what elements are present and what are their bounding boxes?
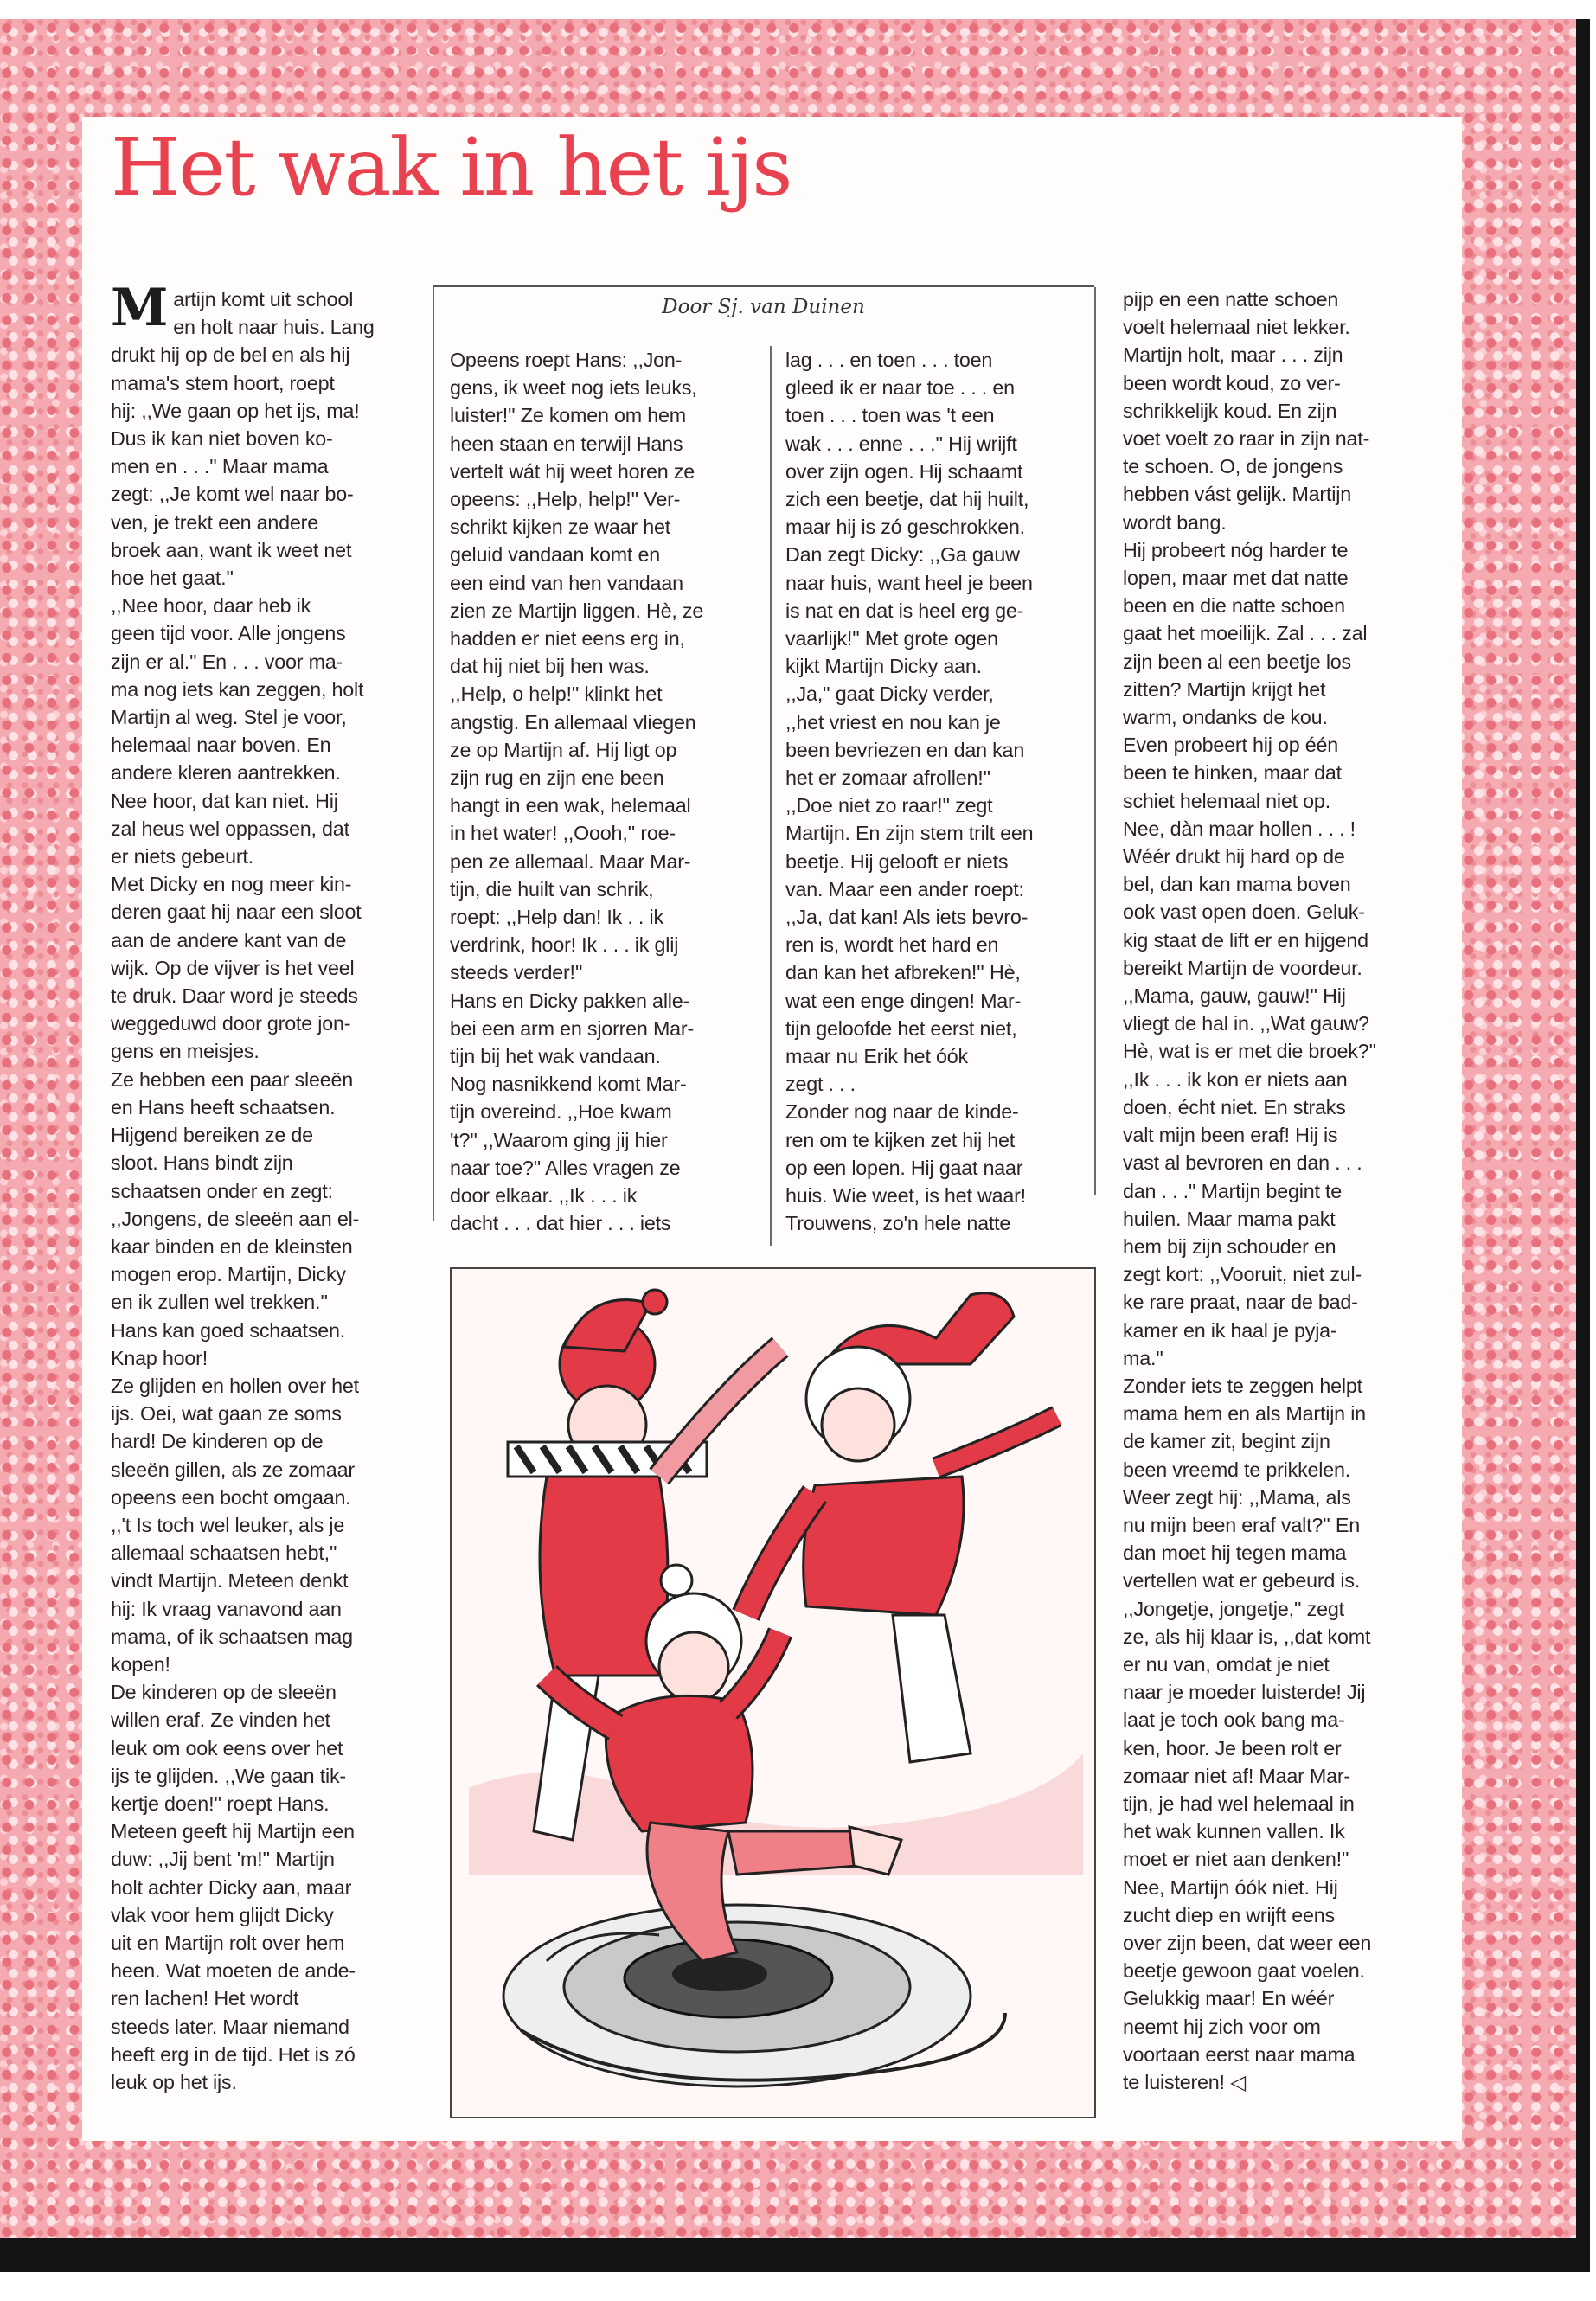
column-3: lag . . . en toen . . . toen gleed ik er naar toe . . . en toen . . . toen was 't een wak . . . enne . . .'' Hij wrijft over zijn ogen. Hij schaamt zich een beetje, dat hij huilt, maar hij is zó geschrokken. Dan zegt Dicky: ,,Ga gauw naar huis, want heel je been is nat en dat is heel erg ge- vaarlijk!'' Met grote ogen kijkt Martijn Dicky aan. ,,Ja,'' gaat Dicky verder, ,,het vriest en nou kan je been bevriezen en dan kan het er zomaar afrollen!'' ,,Doe niet zo raar!'' zegt Martijn. En zijn stem trilt een beetje. Hij gelooft er niets van. Maar een ander roept: ,,Ja, dat kan! Als iets bevro- ren is, wordt het hard en dan kan het afbreken!'' Hè, wat een enge dingen! Mar- tijn geloofde het eerst niet, maar nu Erik het óók zegt . . . Zonder nog naar de kinde- ren om te kijken zet hij het op een lopen. Hij gaat naar huis. Wie weet, is het waar! Trouwens, zo'n hele natte — [785, 349, 1034, 1235]
column-4: pijp en een natte schoen voelt helemaal niet lekker. Martijn holt, maar . . . zijn been wordt koud, zo ver- schrikkelijk koud. En zijn voet voelt zo raar in zijn nat- te schoen. O, de jongens hebben vást gelijk. Martijn wordt bang. Hij probeert nóg harder te lopen, maar met dat natte been en die natte schoen gaat het moeilijk. Zal . . . zal zijn been al een beetje los zitten? Martijn krijgt het warm, ondanks de kou. Even probeert hij op één been te hinken, maar dat schiet helemaal niet op. Nee, dàn maar hollen . . . ! Wéér drukt hij hard op de bel, dan kan mama boven ook vast open doen. Geluk- kig staat de lift er en hijgend bereikt Martijn de voordeur. ,,Mama, gauw, gauw!'' Hij vliegt de hal in. ,,Wat gauw? Hè, wat is er met die broek?'' ,,Ik . . . ik kon er niets aan doen, écht niet. En straks valt mijn been eraf! Hij is vast al bevroren en dan . . . dan . . .'' Martijn begint te huilen. Maar mama pakt hem bij zijn schouder en zegt kort: ,,Vooruit, niet zul- ke rare praat, naar de bad- kamer en ik haal je pyja- ma.'' Zonder iets te zeggen helpt mama hem en als Martijn in de kamer zit, begint zijn been vreemd te prikkelen. Weer zegt hij: ,,Mama, als nu mijn been eraf valt?'' En dan moet hij tegen mama vertellen wat er gebeurd is. ,,Jongetje, jongetje,'' zegt ze, als hij klaar is, ,,dat komt er nu van, omdat je niet naar je moeder luisterde! Jij laat je toch ook bang ma- ken, hoor. Je been rolt er zomaar niet af! Maar Mar- tijn, je had wel helemaal in het wak kunnen vallen. Ik moet er niet aan denken!'' Nee, Martijn óók niet. Hij zucht diep en wrijft eens over zijn been, dat weer een beetje gewoon gaat voelen. Gelukkig maar! En wéér neemt hij zich voor om voortaan eerst naar mama te luisteren! ◁ — [1123, 288, 1376, 2093]
column-rule-left — [433, 287, 434, 1221]
byline-box — [433, 285, 1094, 335]
top-margin — [0, 0, 1583, 19]
article-title: Het wak in het ijs — [111, 121, 792, 214]
drop-cap: M — [111, 278, 169, 338]
scan-edge-bottom — [0, 2238, 1590, 2272]
column-1-text: artijn komt uit school en holt naar huis. Lang drukt hij op de bel en als hij mama's stem hoort, roept hij: ,,We gaan op het ijs, ma! Dus ik kan niet boven ko- men en . . .'' Maar mama zegt: ,,Je komt wel naar bo- ven, je trekt een andere broek aan, want ik weet net hoe het gaat.'' ,,Nee hoor, daar heb ik geen tijd voor. Alle jongens zijn er al.'' En . . . voor ma- ma nog iets kan zeggen, holt Martijn al weg. Stel je voor, helemaal naar boven. En andere kleren aantrekken. Nee hoor, dat kan niet. Hij zal heus wel oppassen, dat er niets gebeurt. Met Dicky en nog meer kin- deren gaat hij naar een sloot aan de andere kant van de wijk. Op de vijver is het veel te druk. Daar word je steeds weggeduwd door grote jon- gens en meisjes. Ze hebben een paar sleeën en Hans heeft schaatsen. Hijgend bereiken ze de sloot. Hans bindt zijn schaatsen onder en zegt: ,,Jongens, de sleeën aan el- kaar binden en de kleinsten mogen erop. Martijn, Dicky en ik zullen wel trekken.'' Hans kan goed schaatsen. Knap hoor! Ze glijden en hollen over het ijs. Oei, wat gaan ze soms hard! De kinderen op de sleeën gillen, als ze zomaar opeens een bocht omgaan. ,,'t Is toch wel leuker, als je allemaal schaatsen hebt,'' vindt Martijn. Meteen denkt hij: Ik vraag vanavond aan mama, of ik schaatsen mag kopen! De kinderen op de sleeën willen eraf. Ze vinden het leuk om ook eens over het ijs te glijden. ,,We gaan tik- kertje doen!'' roept Hans. Meteen geeft hij Martijn een duw: ,,Jij bent 'm!'' Martijn holt achter Dicky aan, maar vlak voor hem glijdt Dicky uit en Martijn rolt over hem heen. Wat moeten de ande- ren lachen! Het wordt steeds later. Maar niemand heeft erg in de tijd. Het is zó leuk op het ijs. — [111, 288, 375, 2093]
byline: Door Sj. van Duinen — [662, 296, 865, 318]
column-2: Opeens roept Hans: ,,Jon- gens, ik weet nog iets leuks, luister!'' Ze komen om hem heen staan en terwijl Hans vertelt wát hij weet horen ze opeens: ,,Help, help!'' Ver- schrikt kijken ze waar het geluid vandaan komt en een eind van hen vandaan zien ze Martijn liggen. Hè, ze hadden er niet eens erg in, dat hij niet bij hen was. ,,Help, o help!'' klinkt het angstig. En allemaal vliegen ze op Martijn af. Hij ligt op zijn rug en zijn ene been hangt in een wak, helemaal in het water! ,,Oooh,'' roe- pen ze allemaal. Maar Mar- tijn, die huilt van schrik, roept: ,,Help dan! Ik . . ik verdrink, hoor! Ik . . . ik glij steeds verder!'' Hans en Dicky pakken alle- bei een arm en sjorren Mar- tijn bij het wak vandaan. Nog nasnikkend komt Mar- tijn overeind. ,,Hoe kwam 't?'' ,,Waarom ging jij hier naar toe?'' Alles vragen ze door elkaar. ,,Ik . . . ik dacht . . . dat hier . . . iets — [450, 349, 704, 1235]
scan-edge-right — [1576, 19, 1590, 2238]
column-rule-middle — [770, 346, 772, 1246]
column-1 — [111, 278, 435, 2096]
illustration-drawing — [452, 1269, 1094, 2117]
illustration-children-on-ice — [450, 1267, 1096, 2118]
column-rule-right — [1094, 287, 1096, 1195]
